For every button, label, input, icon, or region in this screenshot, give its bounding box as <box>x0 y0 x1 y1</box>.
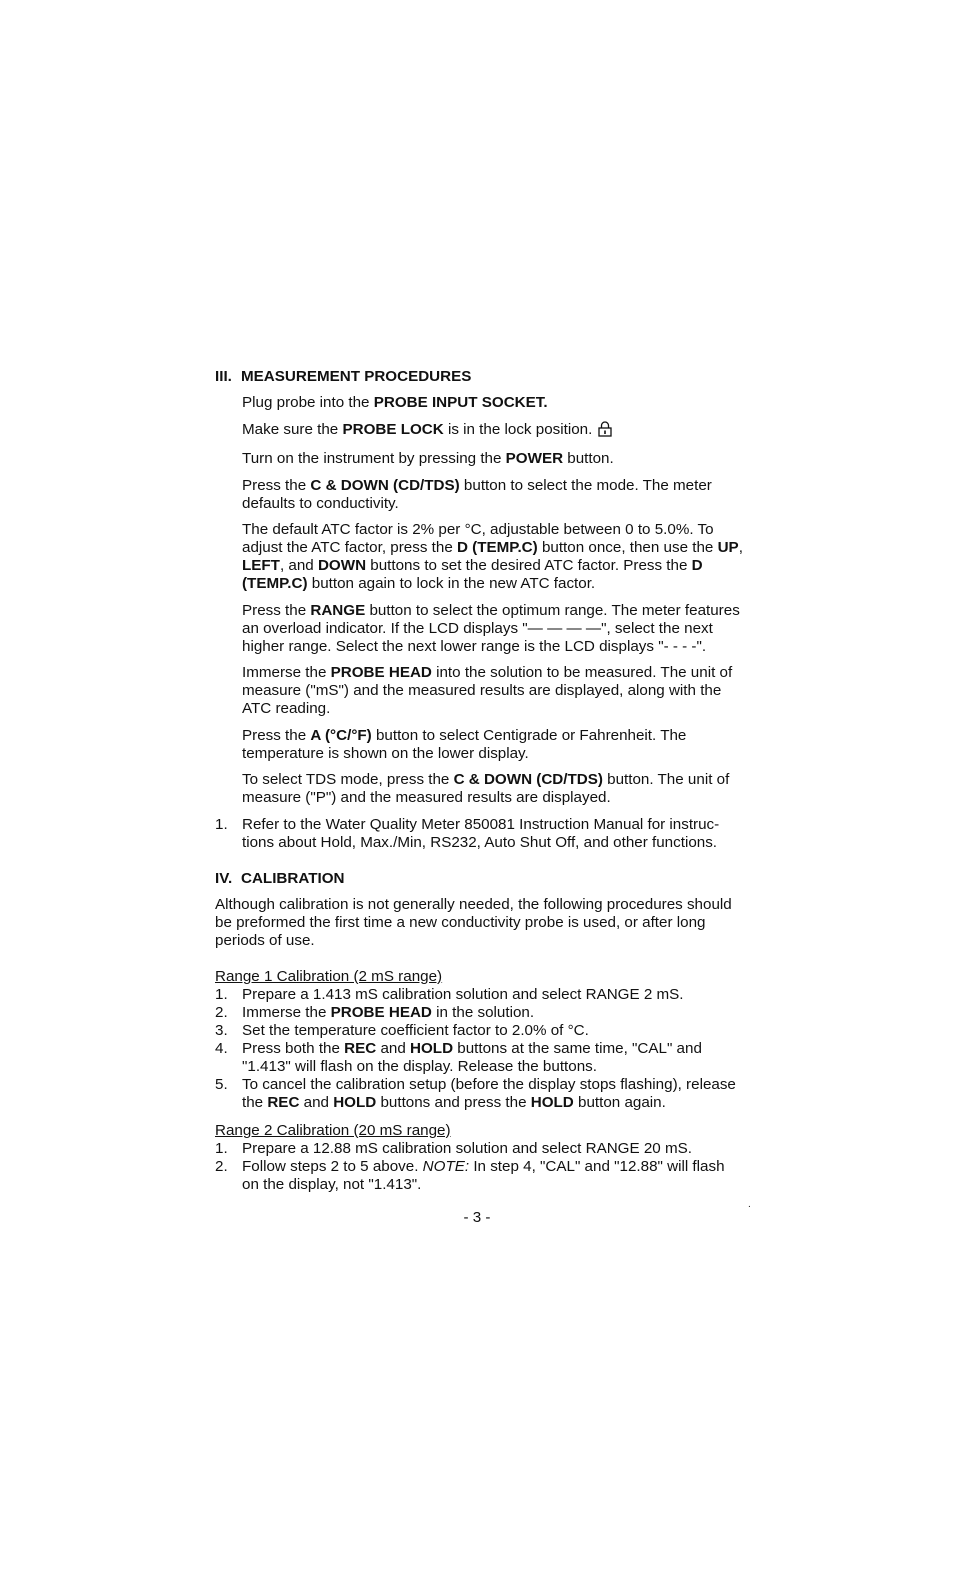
list-item: 3. Set the temperature coefficient factor to 2.0% of °C. <box>215 1022 589 1039</box>
step-immerse-probe: Immerse the PROBE HEAD into the solution to be measured. The unit of measure ("mS") and the measured results are displayed, along with the ATC reading. <box>242 664 733 717</box>
list-item: 4. Press both the REC and HOLD buttons at the same time, "CAL" and "1.413" will flash on the display. Release the buttons. <box>215 1040 702 1075</box>
step-temperature-unit: Press the A (°C/°F) button to select Centigrade or Fahrenheit. The temperature is shown on the lower display. <box>242 726 687 762</box>
range1-heading: Range 1 Calibration (2 mS range) <box>215 968 443 985</box>
calibration-intro: Although calibration is not generally needed, the following procedures should be preformed the first time a new conductivity probe is used, or after long periods of use. <box>215 895 732 949</box>
step-select-mode: Press the C & DOWN (CD/TDS) button to select the mode. The meter defaults to conductivity. <box>242 476 712 512</box>
manual-page <box>215 368 745 1194</box>
list-item: 5. To cancel the calibration setup (before the display stops flashing), release the REC and HOLD buttons and press the HOLD button again. <box>215 1076 736 1111</box>
stray-mark: . <box>748 1199 751 1210</box>
step-atc-factor: The default ATC factor is 2% per °C, adjustable between 0 to 5.0%. To adjust the ATC factor, press the D (TEMP.C) button once, then use the UP, LEFT, and DOWN buttons to set the desired ATC factor. Press the D (TEMP.C) button again to lock in the new ATC factor. <box>242 521 743 592</box>
manual-reference-note: 1. Refer to the Water Quality Meter 850081 Instruction Manual for instruc- tions about Hold, Max./Min, RS232, Auto Shut Off, and other functions. <box>215 815 720 851</box>
step-select-range: Press the RANGE button to select the optimum range. The meter features an overload indicator. If the LCD displays "— — — —", select the next higher range. Select the next lower range is the LCD displays "- - - -". <box>242 601 740 655</box>
lock-icon <box>598 421 612 442</box>
step-power-on: Turn on the instrument by pressing the POWER button. <box>242 450 614 467</box>
step-tds-mode: To select TDS mode, press the C & DOWN (CD/TDS) button. The unit of measure ("P") and the measured results are displayed. <box>242 771 730 806</box>
list-item: 1. Prepare a 1.413 mS calibration solution and select RANGE 2 mS. <box>215 986 684 1003</box>
step-plug-probe: Plug probe into the PROBE INPUT SOCKET. <box>242 394 548 411</box>
list-item: 1. Prepare a 12.88 mS calibration solution and select RANGE 20 mS. <box>215 1140 692 1157</box>
section-heading-measurement <box>215 368 745 386</box>
list-item: 2. Immerse the PROBE HEAD in the solution. <box>215 1004 535 1021</box>
section-number: IV. <box>215 869 233 887</box>
section-number: III. <box>215 368 232 385</box>
section-title: CALIBRATION <box>241 869 345 887</box>
list-item: 2. Follow steps 2 to 5 above. NOTE: In step 4, "CAL" and "12.88" will flash on the display, not "1.413". <box>215 1158 725 1193</box>
section-title: MEASUREMENT PROCEDURES <box>241 368 472 385</box>
step-probe-lock: Make sure the PROBE LOCK is in the lock position. <box>242 421 745 442</box>
range2-heading: Range 2 Calibration (20 mS range) <box>215 1122 451 1139</box>
section-heading-calibration <box>215 870 745 888</box>
page-number: - 3 - <box>463 1209 491 1226</box>
